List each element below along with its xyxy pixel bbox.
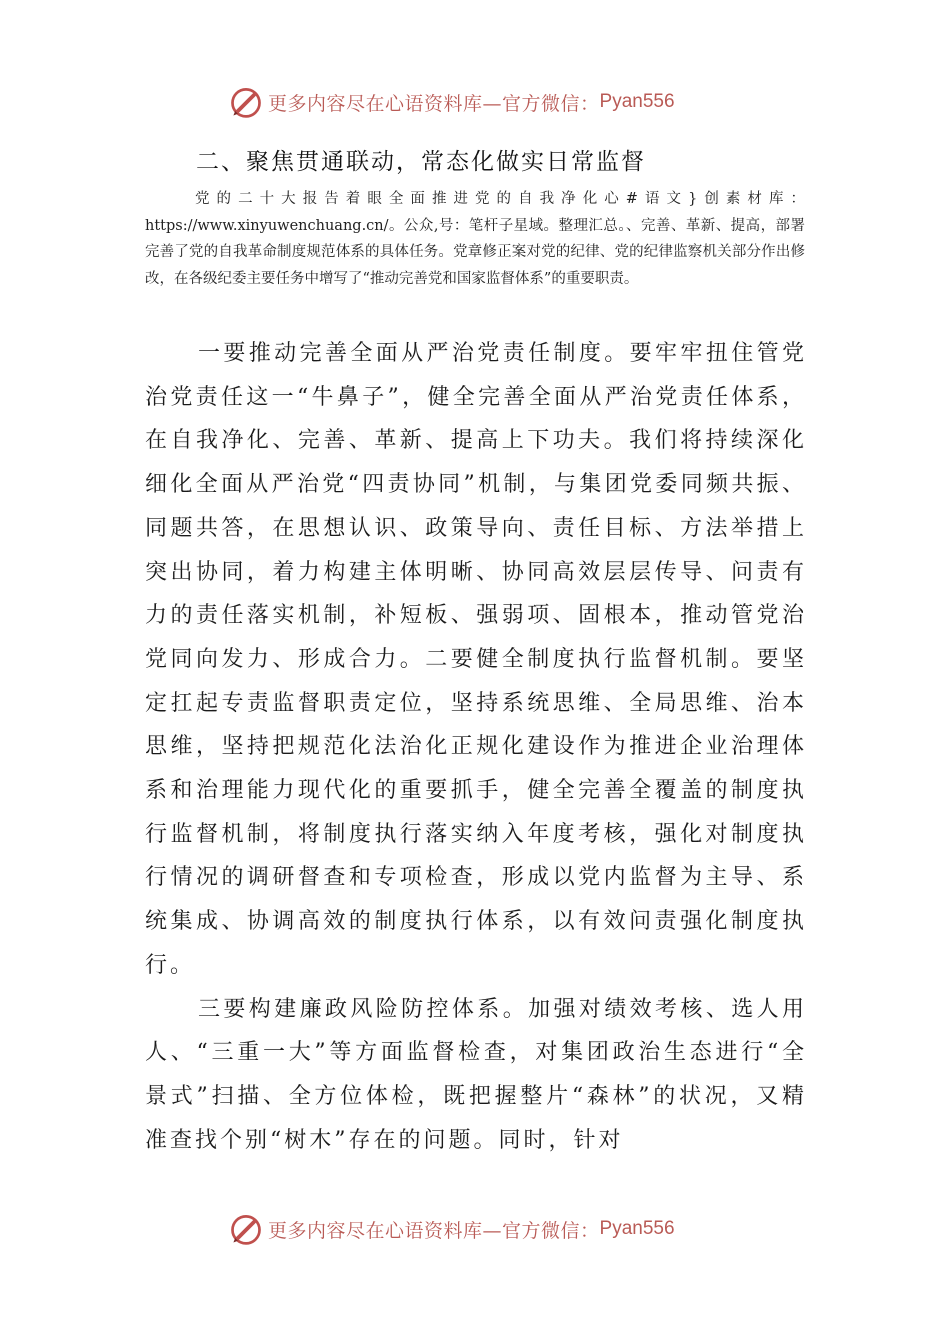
header-banner [228, 82, 748, 122]
intro-paragraph: 党的二十大报告着眼全面推进党的自我净化心#语文}创素材库：https://www.xinyuwenchuang.cn/。公众,号：笔杆子星域。整理汇总。、完善、革新、提高，部署完善了党的自我革命制度规范体系的具体任务。党章修正案对党的纪律、党的纪律监察机关部分作出修改，在各级纪委主要任务中增写了“推动完善党和国家监督体系”的重要职责。 [145, 191, 805, 287]
footer-banner [228, 1209, 748, 1249]
intro-paragraph-block [145, 186, 805, 292]
banner-text: 更多内容尽在心语资料库—官方微信： [268, 92, 600, 115]
banner-wechat-id: Pyan556 [599, 1218, 675, 1239]
section-heading: 二、聚焦贯通联动，常态化做实日常监督 [196, 149, 646, 175]
body-paragraph-2: 三要构建廉政风险防控体系。加强对绩效考核、选人用人、“三重一大”等方面监督检查，对集团政治生态进行“全景式”扫描、全方位体检，既把握整片“森林”的状况，又精准查找个别“树木”存在的问题。同时，针对 [145, 996, 807, 1153]
pen-logo-icon [228, 84, 264, 120]
body-paragraph-1: 一要推动完善全面从严治党责任制度。要牢牢扭住管党治党责任这一“牛鼻子”，健全完善全面从严治党责任体系，在自我净化、完善、革新、提高上下功夫。我们将持续深化细化全面从严治党“四责协同”机制，与集团党委同频共振、同题共答，在思想认识、政策导向、责任目标、方法举措上突出协同，着力构建主体明晰、协同高效层层传导、问责有力的责任落实机制，补短板、强弱项、固根本，推动管党治党同向发力、形成合力。二要健全制度执行监督机制。要坚定扛起专责监督职责定位，坚持系统思维、全局思维、治本思维，坚持把规范化法治化正规化建设作为推进企业治理体系和治理能力现代化的重要抓手，健全完善全覆盖的制度执行监督机制，将制度执行落实纳入年度考核，强化对制度执行情况的调研督查和专项检查，形成以党内监督为主导、系统集成、协调高效的制度执行体系，以有效问责强化制度执行。 [145, 341, 807, 978]
pen-logo-icon [228, 1211, 264, 1247]
body-text [145, 332, 807, 1162]
banner-wechat-id: Pyan556 [599, 91, 675, 112]
banner-text: 更多内容尽在心语资料库—官方微信： [268, 1219, 600, 1242]
